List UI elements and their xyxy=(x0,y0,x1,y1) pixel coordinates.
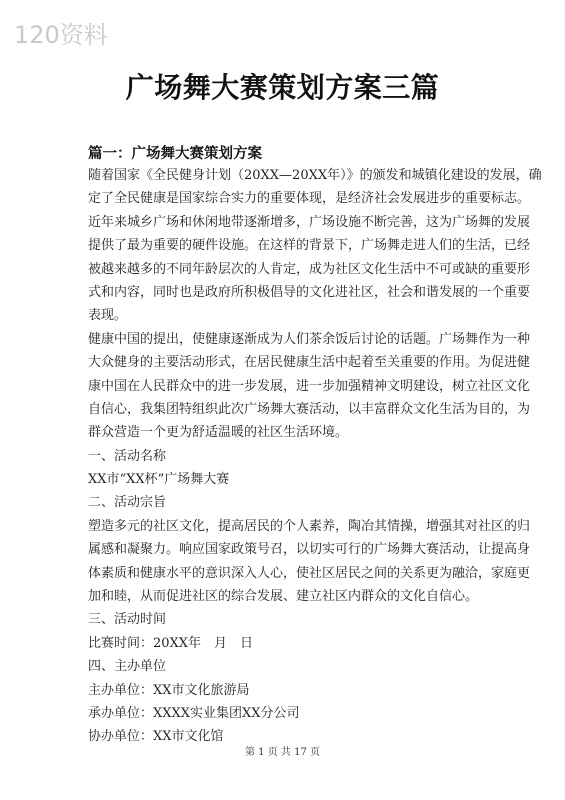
body-line: 健康中国的提出，使健康逐渐成为人们茶余饭后讨论的话题。广场舞作为一种 xyxy=(88,331,531,347)
body-line: 表现。 xyxy=(88,308,128,324)
body-line: 三、活动时间 xyxy=(88,612,167,628)
document-body xyxy=(88,164,542,749)
watermark-logo: 120资料 xyxy=(14,21,108,49)
body-line: 大众健身的主要活动形式，在居民健康生活中起着至关重要的作用。为促进健 xyxy=(88,355,531,371)
document-title: 广场舞大赛策划方案三篇 xyxy=(125,71,440,104)
body-line: 定了全民健康是国家综合实力的重要体现，是经济社会发展进步的重要标志。 xyxy=(88,191,531,207)
body-line: 四、主办单位 xyxy=(88,659,167,675)
body-line: 式和内容，同时也是政府所积极倡导的文化进社区，社会和谐发展的一个重要 xyxy=(88,284,531,300)
body-line: 比赛时间：20XX年 月 日 xyxy=(88,635,254,651)
body-line: 自信心，我集团特组织此次广场舞大赛活动，以丰富群众文化生活为目的，为 xyxy=(88,401,531,417)
section-heading: 篇一：广场舞大赛策划方案 xyxy=(88,145,262,162)
body-line: 康中国在人民群众中的进一步发展，进一步加强精神文明建设，树立社区文化 xyxy=(88,378,531,394)
body-line: 一、活动名称 xyxy=(88,448,167,464)
body-line: 被越来越多的不同年龄层次的人肯定，成为社区文化生活中不可或缺的重要形 xyxy=(88,261,531,277)
body-line: XX市“XX杯”广场舞大赛 xyxy=(88,472,230,488)
body-line: 随着国家《全民健身计划（20XX—20XX年）》的颁发和城镇化建设的发展，确 xyxy=(88,168,542,183)
page-footer: 第 1 页 共 17 页 xyxy=(245,747,320,758)
body-line: 承办单位：XXXX实业集团XX分公司 xyxy=(88,705,300,721)
body-line: 协办单位：XX市文化馆 xyxy=(88,729,224,745)
body-line: 近年来城乡广场和休闲地带逐渐增多，广场设施不断完善，这为广场舞的发展 xyxy=(88,214,531,230)
body-line: 加和睦，从而促进社区的综合发展、建立社区内群众的文化自信心。 xyxy=(88,589,479,605)
body-line: 提供了最为重要的硬件设施。在这样的背景下，广场舞走进人们的生活，已经 xyxy=(88,238,531,254)
body-line: 属感和凝聚力。响应国家政策号召，以切实可行的广场舞大赛活动，让提高身 xyxy=(88,542,531,558)
body-line: 主办单位：XX市文化旅游局 xyxy=(88,682,250,698)
body-line: 群众营造一个更为舒适温暖的社区生活环境。 xyxy=(88,425,349,441)
body-line: 塑造多元的社区文化，提高居民的个人素养，陶冶其情操，增强其对社区的归 xyxy=(88,518,531,534)
body-line: 体素质和健康水平的意识深入人心，使社区居民之间的关系更为融洽，家庭更 xyxy=(88,565,531,581)
body-line: 二、活动宗旨 xyxy=(88,495,167,511)
